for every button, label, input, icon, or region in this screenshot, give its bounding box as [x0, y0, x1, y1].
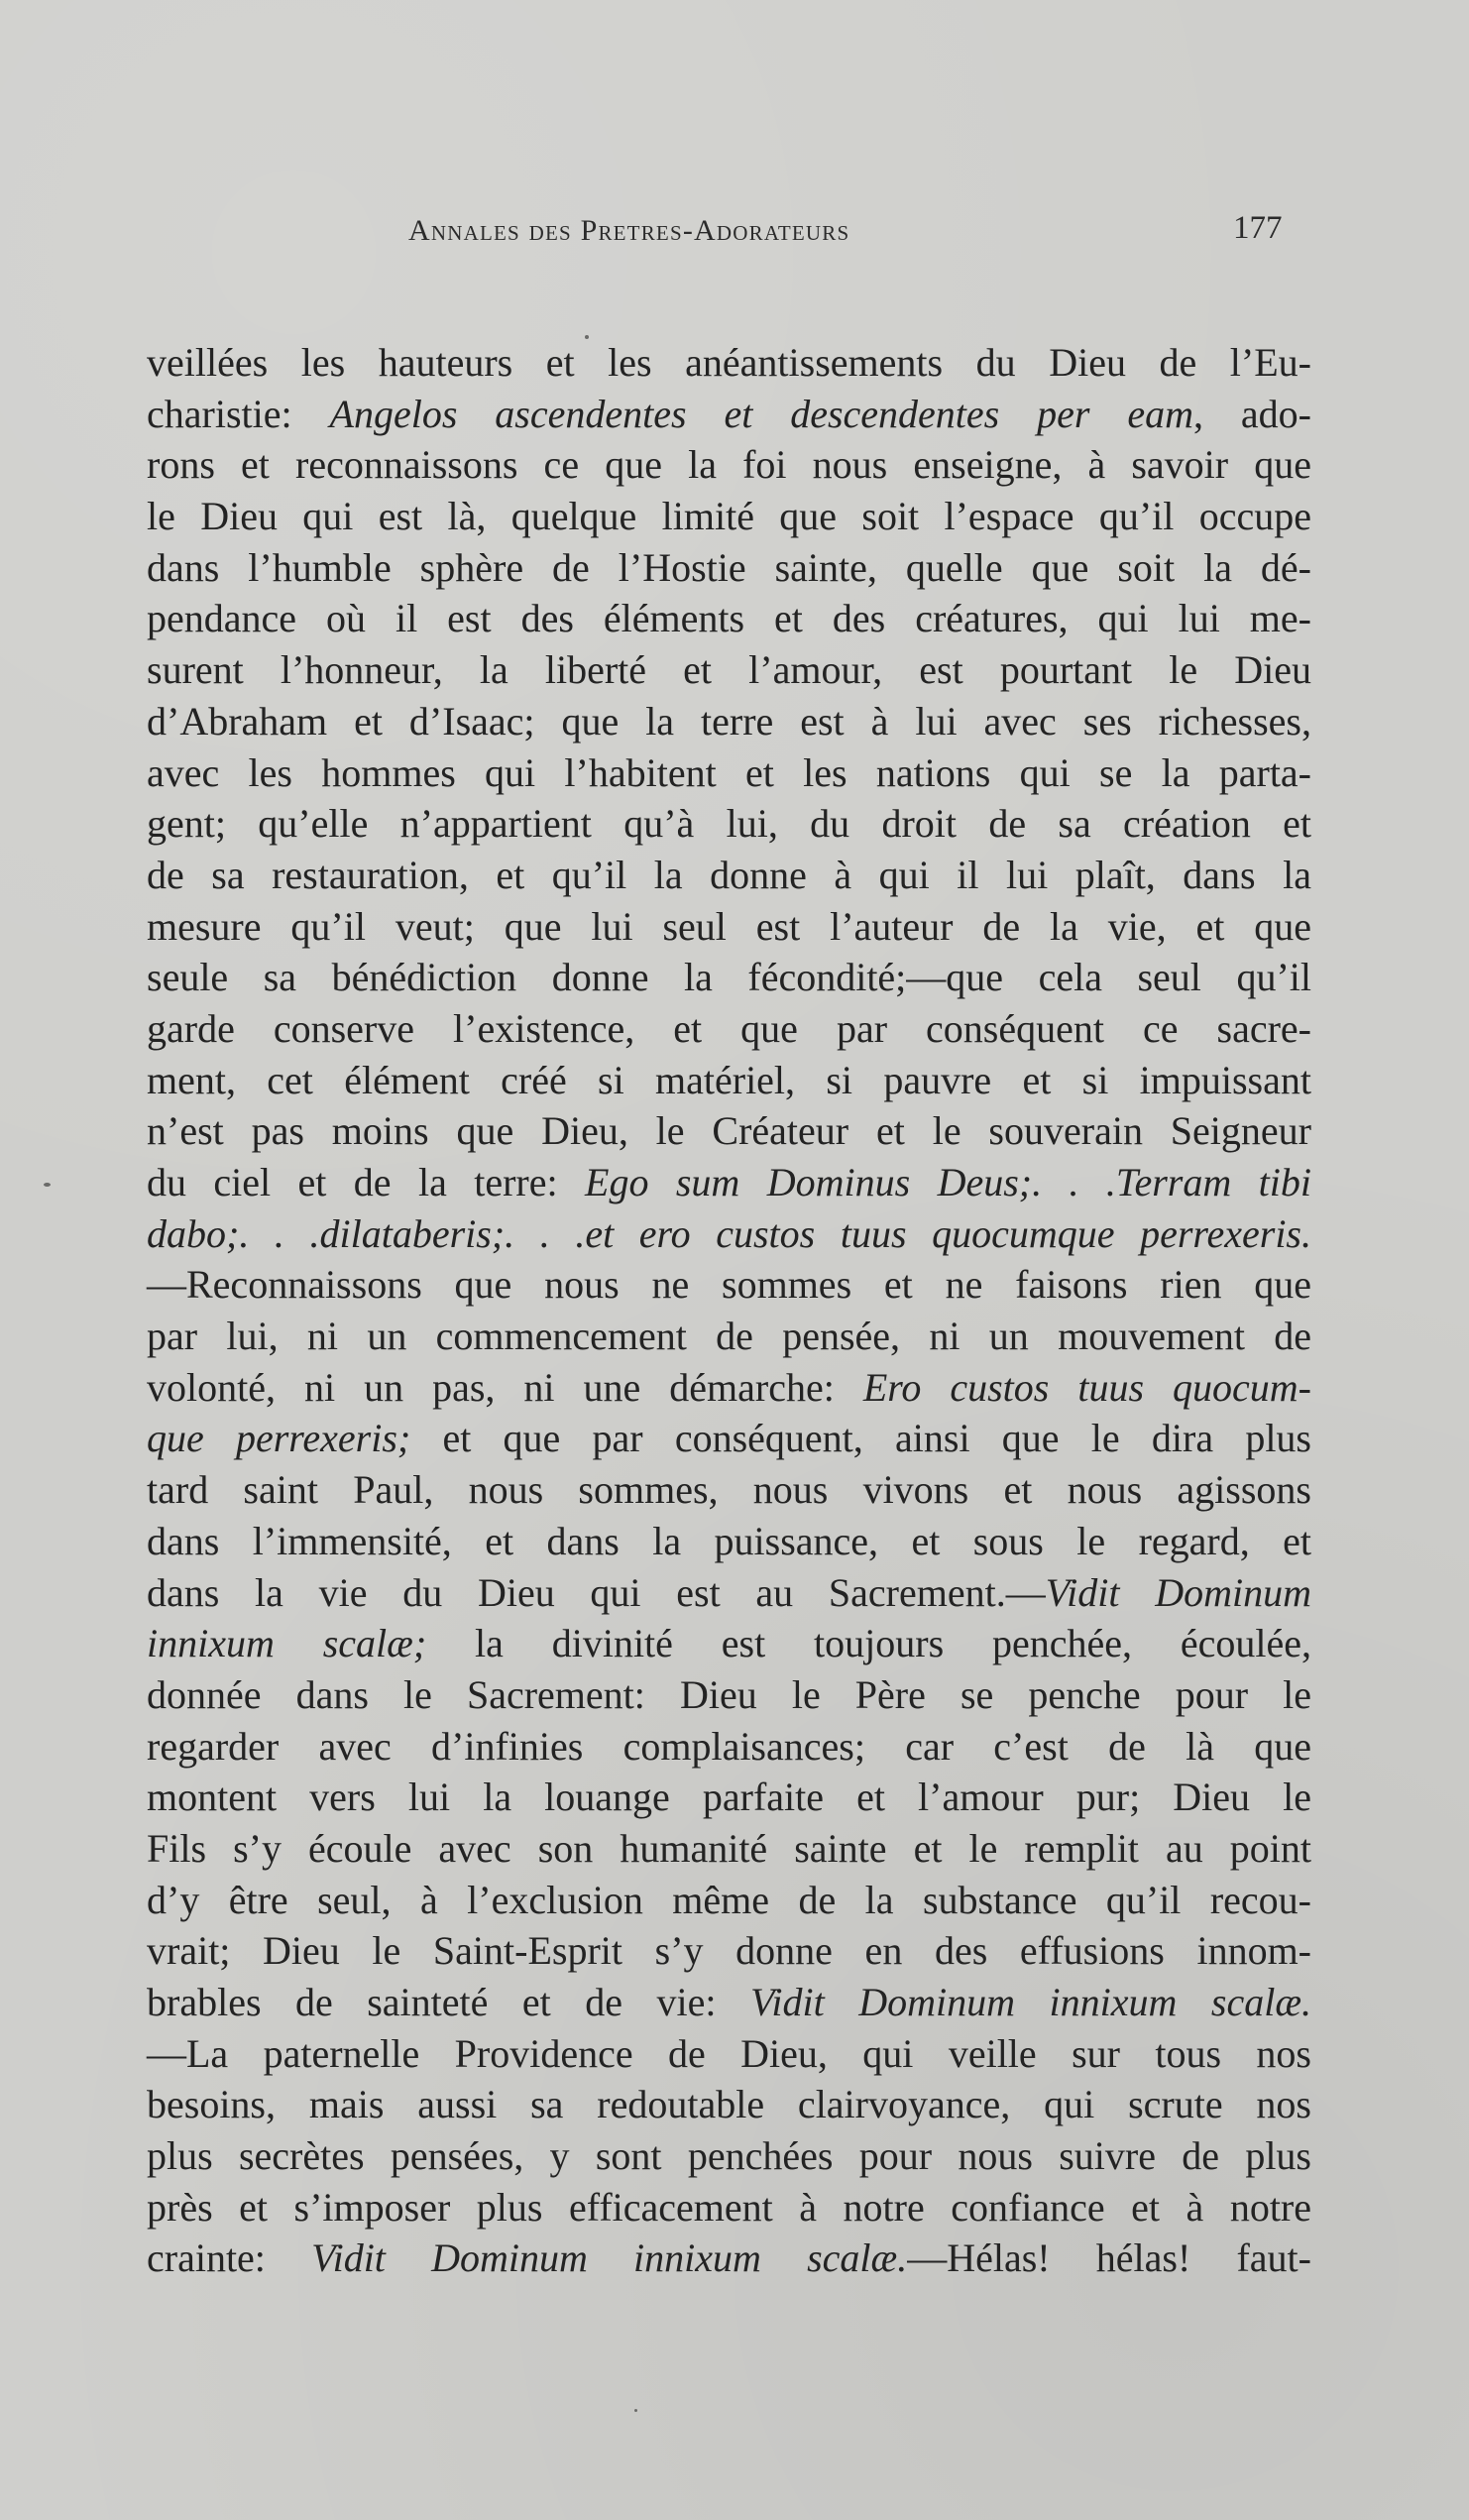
text-line [147, 2130, 1311, 2182]
page-number: 177 [1233, 210, 1283, 246]
text-run: —Reconnaissons que nous ne sommes et ne faisons rien que [147, 1262, 1311, 1308]
text-run: avec les hommes qui l’habitent et les nations qui se la parta- [147, 749, 1311, 795]
text-run: surent l’honneur, la liberté et l’amour, est pourtant le Dieu [147, 647, 1311, 693]
text-line [147, 1925, 1311, 1977]
text-run: besoins, mais aussi sa redoutable clairvoyance, qui scrute nos [147, 2082, 1311, 2127]
text-line [147, 2079, 1311, 2130]
text-line [147, 1721, 1311, 1773]
text-line [147, 901, 1311, 953]
text-run: plus secrètes pensées, y sont penchées pour nous suivre de plus [147, 2133, 1311, 2179]
text-line [147, 644, 1311, 696]
text-run: du ciel et de la terre: [147, 1160, 586, 1204]
text-line [147, 1413, 1311, 1464]
text-run: par lui, ni un commencement de pensée, ni un mouvement de [147, 1314, 1311, 1359]
text-run: gent; qu’elle n’appartient qu’à lui, du droit de sa création et [147, 801, 1311, 847]
text-line [147, 1772, 1311, 1823]
text-run: n’est pas moins que Dieu, le Créateur et le souverain Seigneur [147, 1108, 1311, 1154]
text-run: donnée dans le Sacrement: Dieu le Père se penche pour le [147, 1671, 1311, 1717]
text-run: dans la vie du Dieu qui est au Sacrement.— [147, 1569, 1046, 1615]
text-run: rons et reconnaissons ce que la foi nous enseigne, à savoir que [147, 442, 1311, 488]
text-run: ment, cet élément créé si matériel, si pauvre et si impuissant [147, 1057, 1311, 1102]
text-line [147, 1977, 1311, 2028]
text-line [147, 1311, 1311, 1362]
text-line [147, 1157, 1311, 1208]
text-run: et que par conséquent, ainsi que le dira plus [410, 1416, 1311, 1461]
text-run: vrait; Dieu le Saint-Esprit s’y donne en des effusions innom- [147, 1928, 1311, 1974]
text-run: garde conserve l’existence, et que par conséquent ce sacre- [147, 1005, 1311, 1051]
text-line [147, 1516, 1311, 1567]
text-run: près et s’imposer plus efficacement à notre confiance et à notre [147, 2184, 1311, 2230]
text-run: regarder avec d’infinies complaisances; car c’est de là que [147, 1723, 1311, 1769]
text-line [147, 593, 1311, 644]
text-run: de sa restauration, et qu’il la donne à qui il lui plaît, dans la [147, 852, 1311, 897]
text-run: d’Abraham et d’Isaac; que la terre est à lui avec ses richesses, [147, 698, 1311, 744]
text-run: Fils s’y écoule avec son humanité sainte et le remplit au point [147, 1825, 1311, 1871]
text-line [147, 1875, 1311, 1926]
text-line [147, 798, 1311, 850]
latin-quotation: innixum scalæ; [147, 1621, 427, 1666]
text-run: volonté, ni un pas, ni une démarche: [147, 1364, 863, 1410]
paper-speck [634, 2409, 637, 2412]
text-line [147, 696, 1311, 747]
text-run: le Dieu qui est là, quelque limité que soit l’espace qu’il occupe [147, 494, 1311, 539]
text-run: mesure qu’il veut; que lui seul est l’auteur de la vie, et que [147, 903, 1311, 949]
text-run: charistie: [147, 391, 330, 436]
text-run: —La paternelle Providence de Dieu, qui veille sur tous nos [147, 2030, 1311, 2076]
latin-quotation: Vidit Dominum [1045, 1569, 1312, 1615]
latin-quotation: Angelos ascendentes et descendentes per eam [329, 391, 1194, 436]
paper-speck [44, 1183, 51, 1187]
text-line [147, 337, 1311, 389]
paper-speck [585, 335, 589, 339]
text-run: pendance où il est des éléments et des créatures, qui lui me- [147, 596, 1311, 641]
text-run: dans l’humble sphère de l’Hostie sainte, quelle que soit la dé- [147, 544, 1311, 590]
text-line [147, 1362, 1311, 1414]
text-line [147, 1567, 1311, 1619]
text-line [147, 1669, 1311, 1721]
text-run: seule sa bénédiction donne la fécondité;—que cela seul qu’il [147, 955, 1311, 1000]
text-run: d’y être seul, à l’exclusion même de la substance qu’il recou- [147, 1877, 1311, 1922]
text-line [147, 747, 1311, 799]
text-line [147, 2182, 1311, 2234]
text-line [147, 1823, 1311, 1875]
latin-quotation: que perrexeris; [147, 1416, 411, 1461]
latin-quotation: dabo;. . .dilataberis;. . .et ero custos tuus quocumque perrexeris. [147, 1210, 1311, 1256]
text-run: —Hélas! hélas! faut- [907, 2235, 1311, 2281]
text-run: dans l’immensité, et dans la puissance, et sous le regard, et [147, 1518, 1311, 1563]
text-line [147, 952, 1311, 1003]
latin-quotation: Vidit Dominum innixum scalæ. [749, 1980, 1311, 2024]
running-header [408, 210, 1300, 254]
text-line [147, 389, 1311, 440]
text-run: tard saint Paul, nous sommes, nous vivons et nous agissons [147, 1467, 1311, 1513]
text-run: montent vers lui la louange parfaite et l’amour pur; Dieu le [147, 1775, 1311, 1820]
text-line [147, 1055, 1311, 1106]
text-run: brables de sainteté et de vie: [147, 1980, 750, 2024]
running-title: Annales des Pretres-Adorateurs [408, 214, 850, 247]
text-line [147, 850, 1311, 901]
text-run: veillées les hauteurs et les anéantissements du Dieu de l’Eu- [147, 340, 1311, 385]
text-run: crainte: [147, 2235, 312, 2281]
text-line [147, 439, 1311, 491]
text-line [147, 542, 1311, 594]
text-line [147, 1618, 1311, 1669]
text-line [147, 2233, 1311, 2284]
body-text [147, 337, 1311, 2284]
latin-quotation: Vidit Dominum innixum scalæ. [311, 2235, 908, 2281]
text-run: la divinité est toujours penchée, écoulée, [426, 1621, 1311, 1666]
text-run: , ado- [1193, 391, 1311, 436]
text-line [147, 2028, 1311, 2080]
text-line [147, 1464, 1311, 1516]
text-line [147, 1003, 1311, 1055]
latin-quotation: Ero custos tuus quocum- [862, 1364, 1311, 1410]
text-line [147, 491, 1311, 542]
text-line [147, 1105, 1311, 1157]
latin-quotation: Ego sum Dominus Deus;. . .Terram tibi [585, 1160, 1311, 1204]
text-line [147, 1259, 1311, 1311]
text-line [147, 1208, 1311, 1260]
